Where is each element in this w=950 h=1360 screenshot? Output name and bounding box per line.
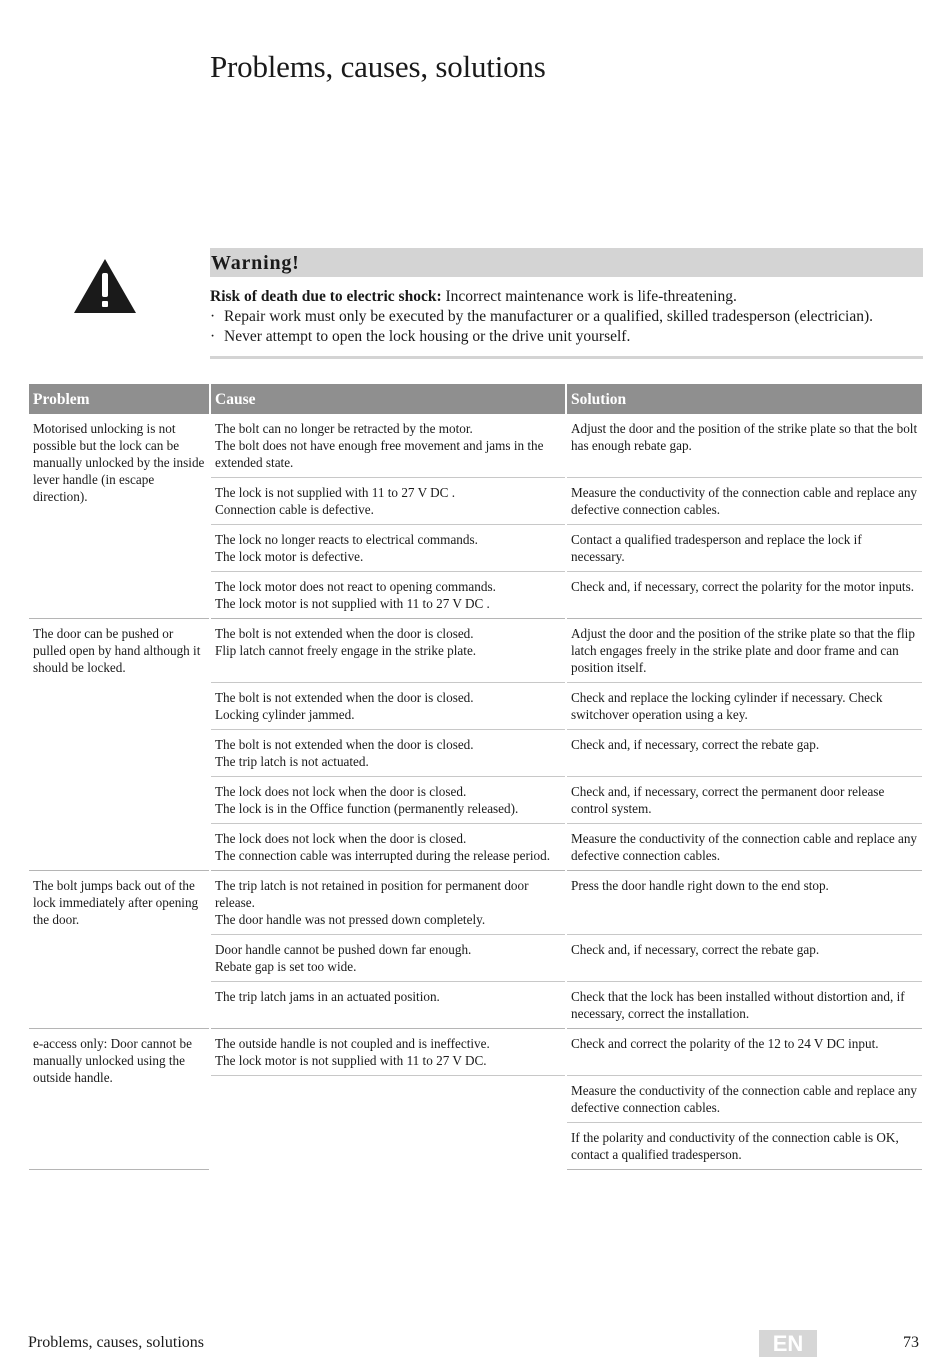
solution-cell: Adjust the door and the position of the strike plate so that the bolt has enough rebate gap. xyxy=(566,414,922,478)
cause-line: Rebate gap is set too wide. xyxy=(215,959,357,974)
page-number: 73 xyxy=(903,1334,919,1351)
solution-cell: Measure the conductivity of the connection cable and replace any defective connection cables. xyxy=(566,478,922,525)
header-cause: Cause xyxy=(210,384,566,414)
cause-line: The lock is not supplied with 11 to 27 V DC . xyxy=(215,485,456,500)
cause-cell xyxy=(210,777,566,824)
table-row xyxy=(29,414,922,478)
cause-cell xyxy=(210,619,566,683)
problem-cell: The bolt jumps back out of the lock immediately after opening the door. xyxy=(29,871,210,1029)
bullet-dot-icon: · xyxy=(210,328,216,345)
warning-bullet xyxy=(210,327,923,347)
solution-cell: If the polarity and conductivity of the connection cable is OK, contact a qualified tradesperson. xyxy=(566,1123,922,1170)
cause-line: The connection cable was interrupted during the release period. xyxy=(215,848,551,863)
troubleshooting-table xyxy=(29,384,922,1170)
cause-line: The bolt is not extended when the door is closed. xyxy=(215,626,474,641)
cause-line: The lock motor is not supplied with 11 to 27 V DC . xyxy=(215,596,490,611)
table-row xyxy=(29,871,922,935)
table-body xyxy=(29,414,922,1170)
solution-cell: Check and, if necessary, correct the rebate gap. xyxy=(566,730,922,777)
warning-bullet-text: Repair work must only be executed by the manufacturer or a qualified, skilled tradesperson (electrician). xyxy=(224,308,874,325)
solution-cell: Check that the lock has been installed without distortion and, if necessary, correct the installation. xyxy=(566,982,922,1029)
solution-cell: Check and, if necessary, correct the polarity for the motor inputs. xyxy=(566,572,922,619)
problem-cell: e-access only: Door cannot be manually unlocked using the outside handle. xyxy=(29,1029,210,1170)
warning-heading: Warning! xyxy=(210,248,923,277)
warning-lead-text: Incorrect maintenance work is life-threatening. xyxy=(441,288,737,305)
language-badge: EN xyxy=(759,1330,817,1357)
solution-cell: Check and, if necessary, correct the rebate gap. xyxy=(566,935,922,982)
solution-cell: Check and, if necessary, correct the permanent door release control system. xyxy=(566,777,922,824)
solution-cell: Adjust the door and the position of the strike plate so that the flip latch engages freely in the strike plate and door frame and can position itself. xyxy=(566,619,922,683)
solution-cell: Check and correct the polarity of the 12 to 24 V DC input. xyxy=(566,1029,922,1076)
cause-cell xyxy=(210,683,566,730)
warning-triangle-icon xyxy=(73,258,137,314)
solution-cell: Measure the conductivity of the connection cable and replace any defective connection cables. xyxy=(566,824,922,871)
cause-line: Locking cylinder jammed. xyxy=(215,707,355,722)
cause-cell xyxy=(210,935,566,982)
header-problem: Problem xyxy=(29,384,210,414)
cause-cell xyxy=(210,1123,566,1170)
table-header-row xyxy=(29,384,922,414)
cause-cell xyxy=(210,572,566,619)
warning-bullet-text: Never attempt to open the lock housing or the drive unit yourself. xyxy=(224,328,631,345)
cause-line: The trip latch jams in an actuated position. xyxy=(215,989,440,1004)
table-row xyxy=(29,1029,922,1076)
header-solution: Solution xyxy=(566,384,922,414)
problem-cell: The door can be pushed or pulled open by hand although it should be locked. xyxy=(29,619,210,871)
cause-line: Connection cable is defective. xyxy=(215,502,374,517)
bullet-dot-icon: · xyxy=(210,308,216,325)
warning-bullet xyxy=(210,307,923,327)
cause-line: The bolt is not extended when the door is closed. xyxy=(215,737,474,752)
cause-line: The outside handle is not coupled and is ineffective. xyxy=(215,1036,490,1051)
cause-cell xyxy=(210,730,566,777)
cause-line: The lock motor is defective. xyxy=(215,549,364,564)
solution-cell: Press the door handle right down to the end stop. xyxy=(566,871,922,935)
cause-line: The lock no longer reacts to electrical commands. xyxy=(215,532,478,547)
cause-line: The trip latch is not retained in position for permanent door release. xyxy=(215,878,529,910)
cause-line: The lock does not lock when the door is closed. xyxy=(215,831,467,846)
cause-line: The lock motor does not react to opening commands. xyxy=(215,579,496,594)
cause-cell xyxy=(210,871,566,935)
cause-line: The lock motor is not supplied with 11 to 27 V DC. xyxy=(215,1053,487,1068)
cause-line: Door handle cannot be pushed down far enough. xyxy=(215,942,472,957)
cause-cell xyxy=(210,1029,566,1076)
footer-section-label: Problems, causes, solutions xyxy=(28,1334,204,1351)
cause-cell xyxy=(210,525,566,572)
cause-line: The bolt is not extended when the door is closed. xyxy=(215,690,474,705)
cause-line: The trip latch is not actuated. xyxy=(215,754,369,769)
cause-line: The bolt can no longer be retracted by the motor. xyxy=(215,421,473,436)
solution-cell: Check and replace the locking cylinder if necessary. Check switchover operation using a key. xyxy=(566,683,922,730)
cause-line: The door handle was not pressed down completely. xyxy=(215,912,486,927)
solution-cell: Contact a qualified tradesperson and replace the lock if necessary. xyxy=(566,525,922,572)
warning-box xyxy=(210,248,923,359)
cause-cell xyxy=(210,414,566,478)
cause-cell xyxy=(210,478,566,525)
solution-cell: Measure the conductivity of the connection cable and replace any defective connection cables. xyxy=(566,1076,922,1123)
cause-line: The lock is in the Office function (permanently released). xyxy=(215,801,519,816)
cause-line: Flip latch cannot freely engage in the strike plate. xyxy=(215,643,477,658)
warning-lead xyxy=(210,287,923,307)
warning-divider xyxy=(210,356,923,359)
warning-body xyxy=(210,287,923,347)
cause-cell xyxy=(210,824,566,871)
problem-cell: Motorised unlocking is not possible but the lock can be manually unlocked by the inside lever handle (in escape direction). xyxy=(29,414,210,619)
warning-lead-bold: Risk of death due to electric shock: xyxy=(210,288,442,305)
cause-line: The bolt does not have enough free movement and jams in the extended state. xyxy=(215,438,544,470)
cause-cell xyxy=(210,982,566,1029)
page-title: Problems, causes, solutions xyxy=(210,48,546,84)
cause-cell xyxy=(210,1076,566,1123)
cause-line: The lock does not lock when the door is closed. xyxy=(215,784,467,799)
table-row xyxy=(29,619,922,683)
